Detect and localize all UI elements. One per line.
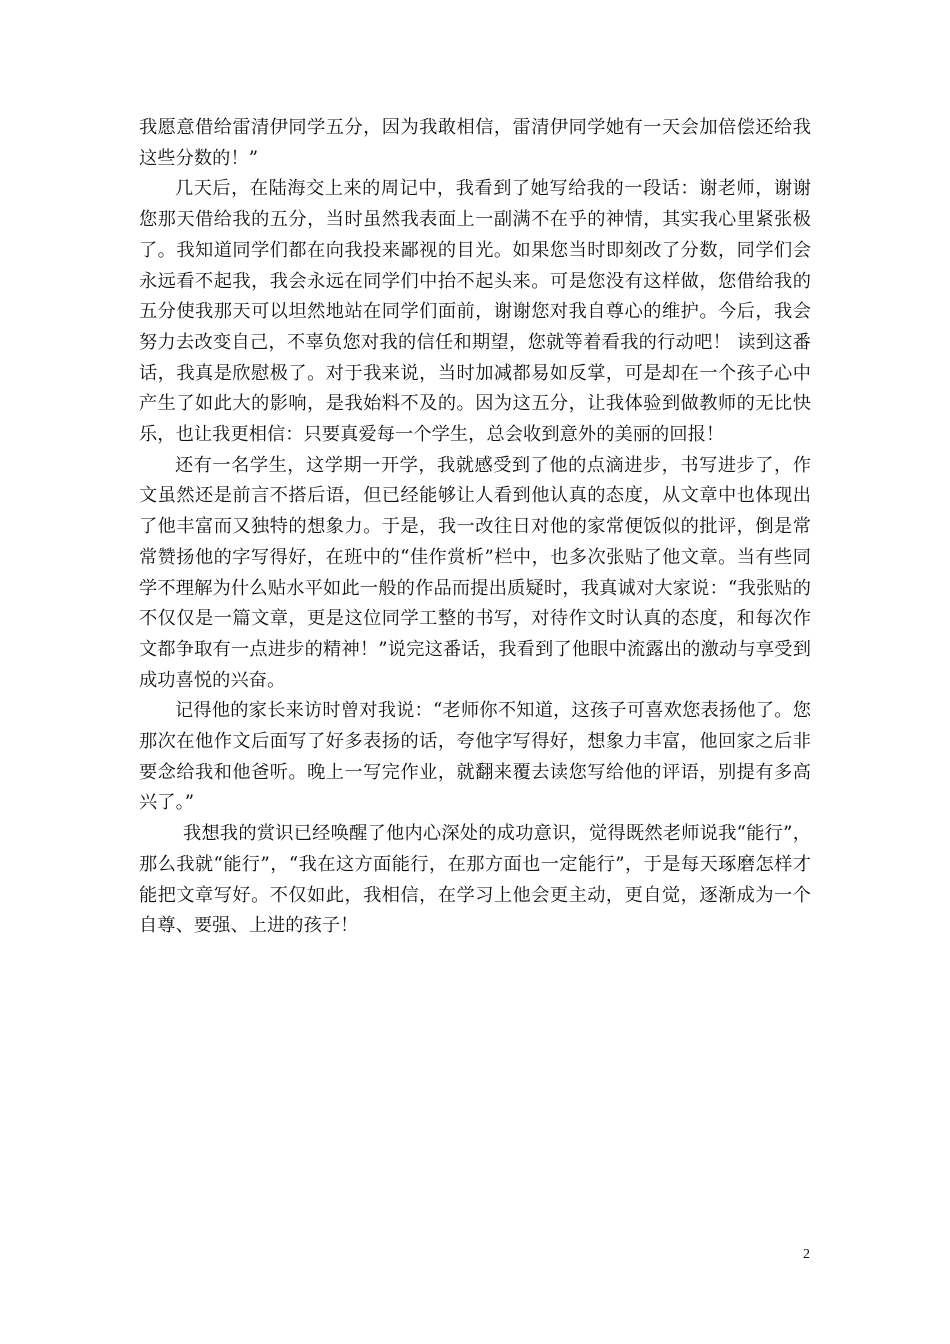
paragraph-1: 我愿意借给雷清伊同学五分，因为我敢相信，雷清伊同学她有一天会加倍偿还给我这些分数的！” [139, 117, 811, 169]
page-number: 2 [803, 1247, 810, 1262]
paragraph-4: 记得他的家长来访时曾对我说：“老师你不知道，这孩子可喜欢您表扬他了。您那次在他作文后面写了好多表扬的话，夸他字写得好，想象力丰富，他回家之后非要念给我和他爸听。晚上一写完作业，就翻来覆去读您写给他的评语，别提有多高兴了。” [139, 700, 811, 814]
paragraph-2: 几天后，在陆海交上来的周记中，我看到了她写给我的一段话：谢老师，谢谢您那天借给我的五分，当时虽然我表面上一副满不在乎的神情，其实我心里紧张极了。我知道同学们都在向我投来鄙视的目光。如果您当时即刻改了分数，同学们会永远看不起我，我会永远在同学们中抬不起头来。可是您没有这样做，您借给我的五分使我那天可以坦然地站在同学们面前，谢谢您对我自尊心的维护。今后，我会努力去改变自己，不辜负您对我的信任和期望，您就等着看我的行动吧！ 读到这番话，我真是欣慰极了。对于我来说，当时加减都易如反掌，可是却在一个孩子心中产生了如此大的影响，是我始料不及的。因为这五分，让我体验到做教师的无比快乐，也让我更相信：只要真爱每一个学生，总会收到意外的美丽的回报！ [139, 178, 811, 446]
paragraph-3: 还有一名学生，这学期一开学，我就感受到了他的点滴进步，书写进步了，作文虽然还是前言不搭后语，但已经能够让人看到他认真的态度，从文章中也体现出了他丰富而又独特的想象力。于是，我一改往日对他的家常便饭似的批评，倒是常常赞扬他的字写得好，在班中的“佳作赏析”栏中，也多次张贴了他文章。当有些同学不理解为什么贴水平如此一般的作品而提出质疑时，我真诚对大家说：“我张贴的不仅仅是一篇文章，更是这位同学工整的书写，对待作文时认真的态度，和每次作文都争取有一点进步的精神！”说完这番话，我看到了他眼中流露出的激动与享受到成功喜悦的兴奋。 [139, 454, 811, 691]
document-body [139, 113, 811, 942]
paragraph-5: 我想我的赏识已经唤醒了他内心深处的成功意识，觉得既然老师说我“能行”，那么我就“能行”，“我在这方面能行，在那方面也一定能行”，于是每天琢磨怎样才能把文章写好。不仅如此，我相信，在学习上他会更主动，更自觉，逐渐成为一个自尊、要强、上进的孩子！ [139, 823, 811, 937]
